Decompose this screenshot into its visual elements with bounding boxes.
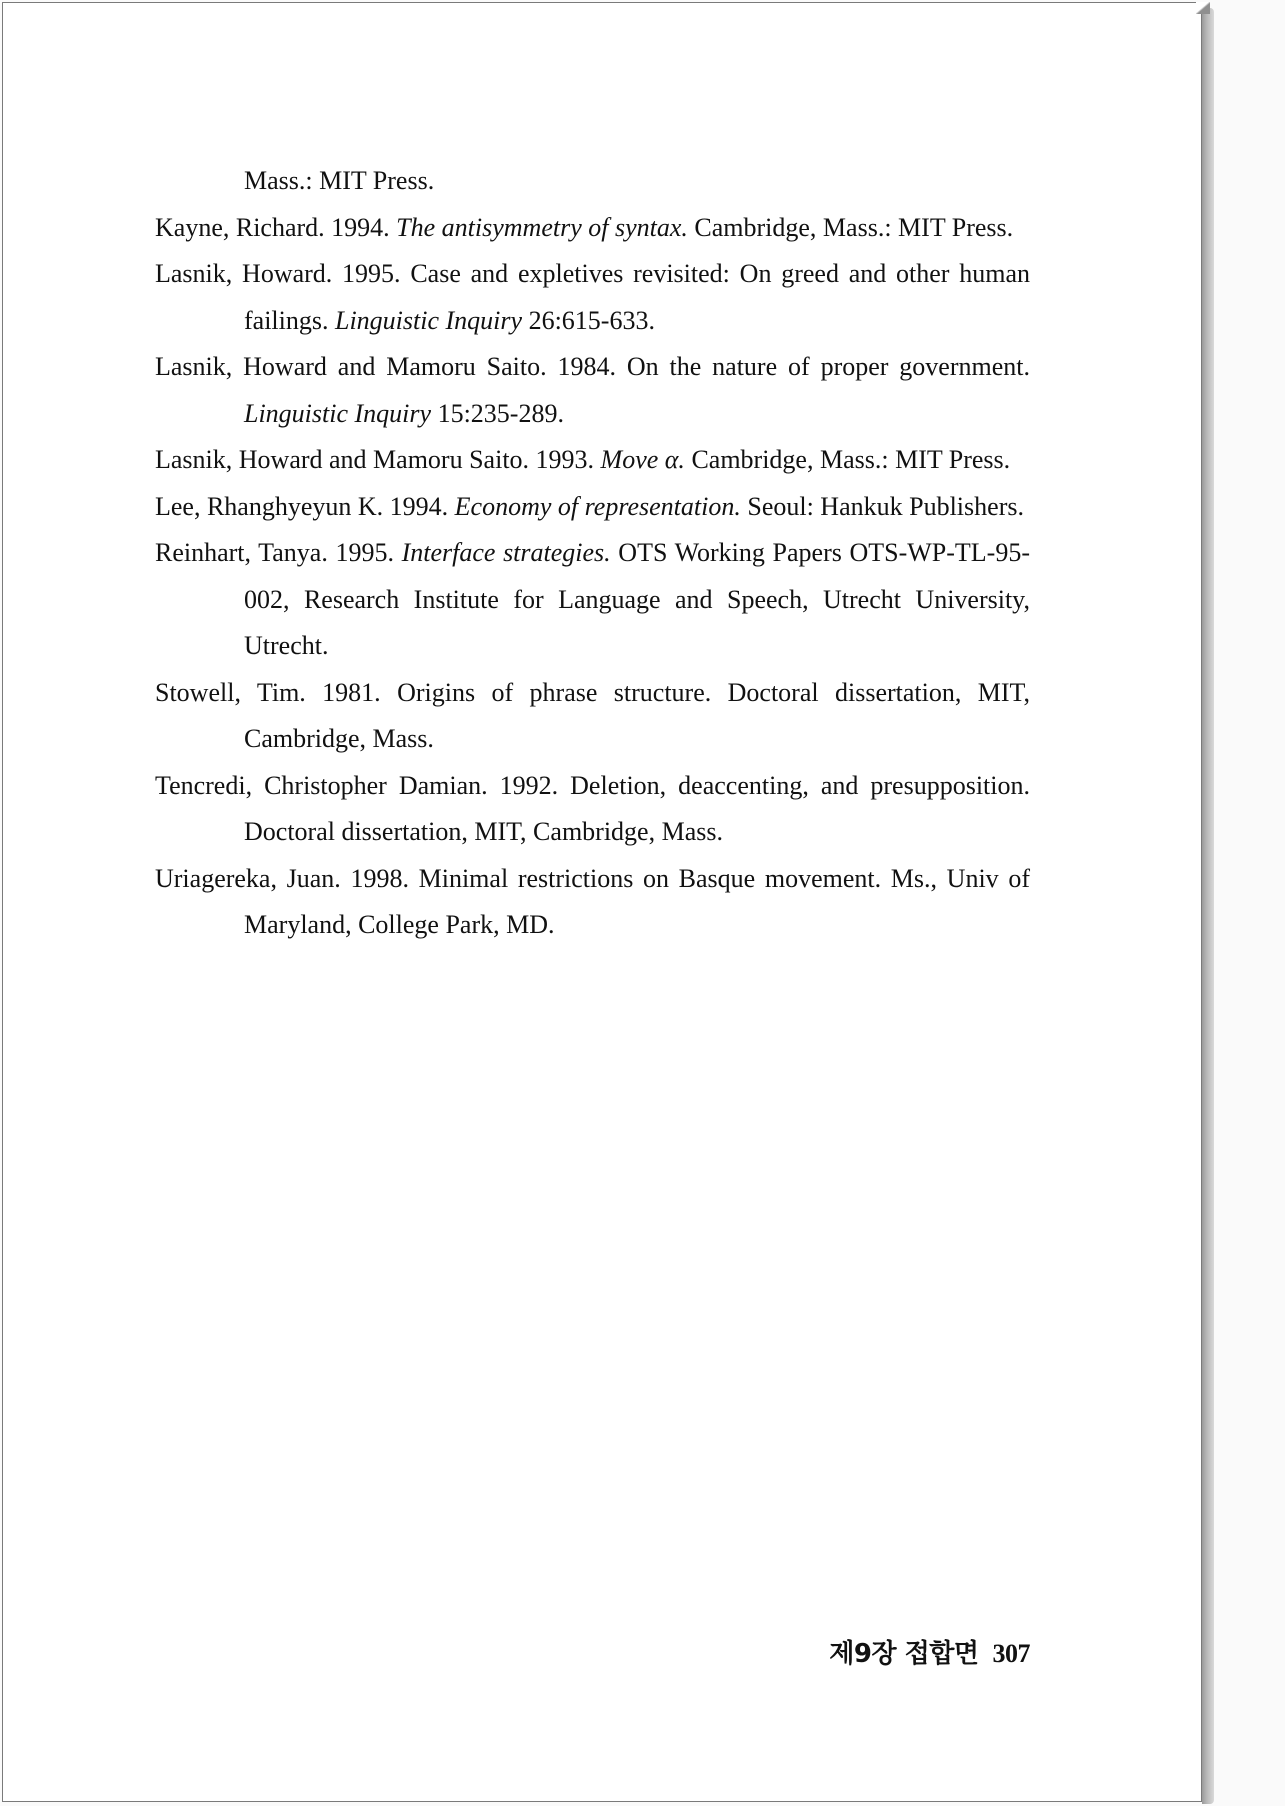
reference-text: 26:615-633. — [522, 305, 655, 335]
reference-entry — [155, 344, 1030, 437]
reference-text: Mass.: MIT Press. — [244, 166, 435, 195]
reference-title: Economy of representation. — [454, 491, 741, 521]
reference-text: Reinhart, Tanya. 1995. — [155, 538, 402, 567]
reference-text: Uriagereka, Juan. 1998. Minimal restrictions on Basque movement. Ms., Univ of Maryland, College Park, MD. — [155, 863, 1030, 939]
reference-text: Lee, Rhanghyeyun K. 1994. — [155, 491, 455, 521]
reference-entry — [155, 763, 1030, 856]
reference-text: Lasnik, Howard and Mamoru Saito. 1993. — [155, 445, 601, 474]
reference-text: 15:235-289. — [431, 398, 564, 428]
reference-title: Linguistic Inquiry — [244, 398, 432, 428]
reference-text: Lasnik, Howard and Mamoru Saito. 1984. On the nature of proper government. — [155, 352, 1030, 381]
reference-entry — [155, 251, 1030, 344]
reference-list — [155, 158, 1030, 949]
reference-entry — [155, 856, 1030, 949]
reference-text: Tencredi, Christopher Damian. 1992. Deletion, deaccenting, and presupposition. Doctoral dissertation, MIT, Cambridge, Mass. — [155, 770, 1030, 846]
reference-entry — [155, 158, 1030, 205]
page-corner-fold — [1196, 2, 1210, 14]
reference-title: The antisymmetry of syntax. — [396, 212, 688, 242]
reference-entry — [155, 484, 1030, 531]
reference-entry — [155, 205, 1030, 252]
reference-text: Kayne, Richard. 1994. — [155, 212, 397, 242]
reference-title: Interface strategies. — [401, 538, 611, 567]
page-stack-edge — [1202, 8, 1214, 1804]
reference-text: Stowell, Tim. 1981. Origins of phrase structure. Doctoral dissertation, MIT, Cambridge, Mass. — [155, 677, 1030, 753]
chapter-title: 제9장 접합면 — [829, 1639, 979, 1669]
reference-text: Seoul: Hankuk Publishers. — [740, 491, 1024, 521]
reference-text: Lasnik, Howard. 1995. Case and expletives revisited: On greed and other human failings. — [155, 259, 1030, 335]
reference-text: Cambridge, Mass.: MIT Press. — [684, 445, 1011, 474]
book-page — [2, 2, 1202, 1802]
reference-entry — [155, 437, 1030, 484]
reference-text: OTS Working Papers OTS-WP-TL-95-002, Research Institute for Language and Speech, Utrecht University, Utrecht. — [244, 538, 1030, 660]
reference-title: Linguistic Inquiry — [335, 305, 523, 335]
reference-entry — [155, 670, 1030, 763]
page-number: 307 — [992, 1639, 1030, 1668]
reference-title: Move α. — [600, 445, 685, 474]
reference-entry — [155, 530, 1030, 670]
page-footer — [703, 1633, 1030, 1670]
reference-text: Cambridge, Mass.: MIT Press. — [687, 212, 1014, 242]
